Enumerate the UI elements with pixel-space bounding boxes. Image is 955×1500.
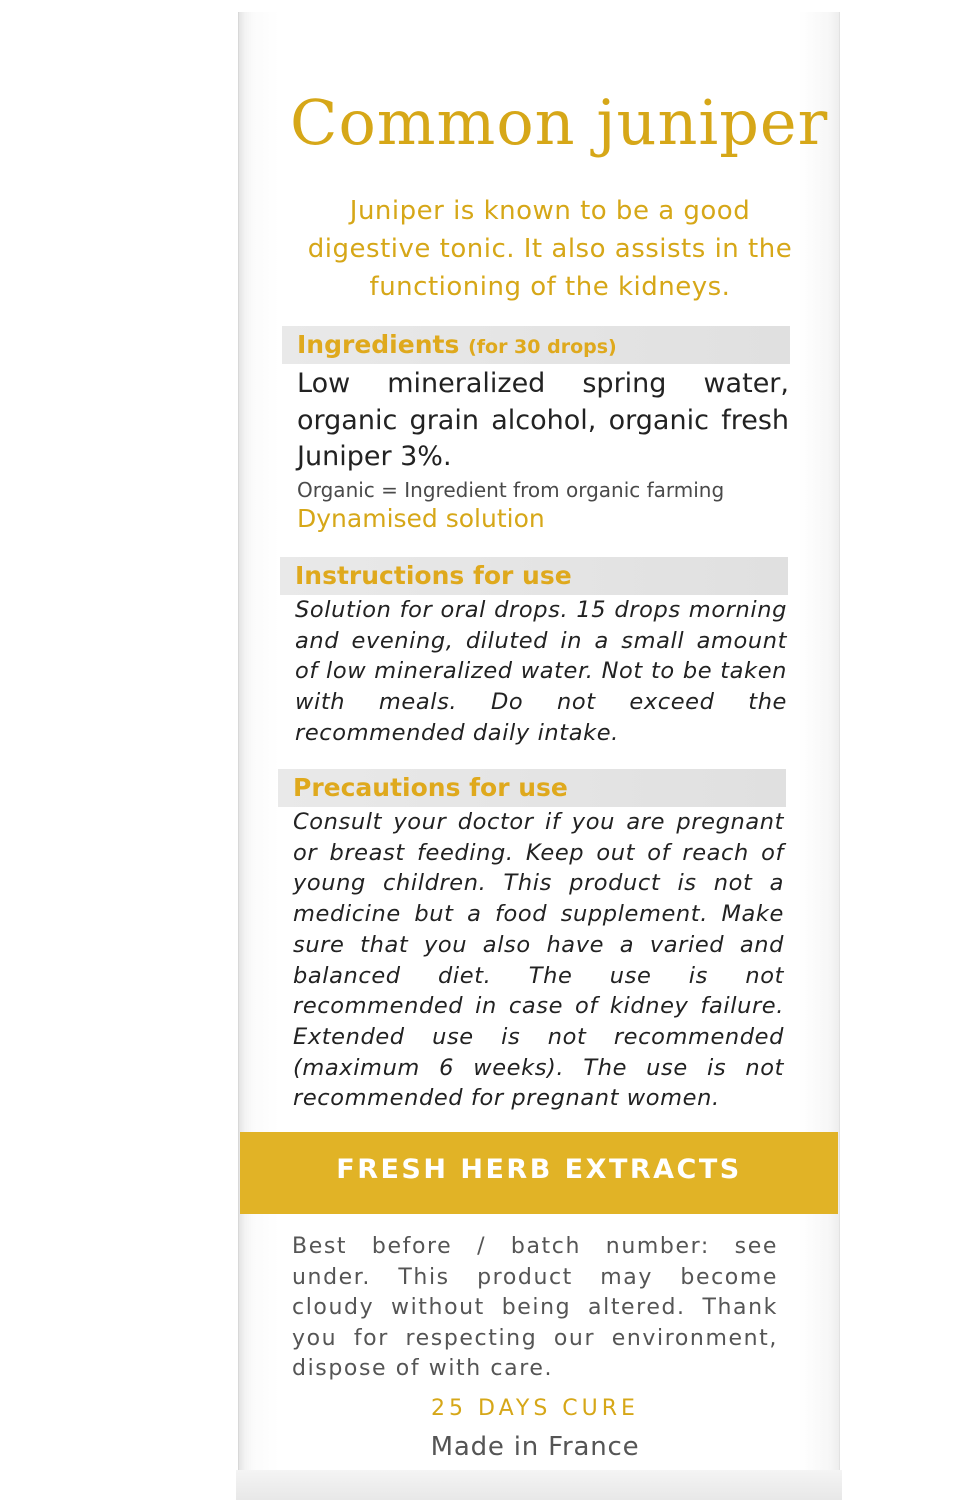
ingredients-text: Low mineralized spring water, organic grain alcohol, organic fresh Juniper 3%. — [297, 368, 789, 472]
precautions-heading: Precautions for use — [293, 773, 568, 802]
dynamised-solution: Dynamised solution — [297, 504, 545, 533]
instructions-text: Solution for oral drops. 15 drops morning and evening, diluted in a small amount of low mineralized water. Not to be taken with meals. Do not exceed the recommended daily intake. — [295, 597, 787, 746]
box-bottom-edge — [236, 1470, 842, 1500]
ingredients-heading — [297, 330, 617, 359]
cure-duration: 25 DAYS CURE — [431, 1396, 639, 1421]
made-in-label: Made in France — [430, 1432, 640, 1462]
fresh-herb-extracts-label: FRESH HERB EXTRACTS — [336, 1154, 742, 1185]
product-intro: Juniper is known to be a good digestive tonic. It also assists in the functioning of the kidneys. — [307, 196, 793, 302]
ingredients-heading-label: Ingredients — [297, 330, 460, 359]
precautions-text: Consult your doctor if you are pregnant or breast feeding. Keep out of reach of young children. This product is not a medicine but a food supplement. Make sure that you also have a varied and balanced diet. The use is not recommended in case of kidney failure. Extended use is not recommended (maximum 6 weeks). The use is not recommended for pregnant women. — [293, 809, 784, 1112]
ingredients-heading-note: (for 30 drops) — [468, 336, 617, 358]
storage-note: Best before / batch number: see under. This product may become cloudy without being altered. Thank you for respecting our environment, dispose of with care. — [292, 1234, 778, 1381]
organic-note: Organic = Ingredient from organic farming — [297, 478, 725, 502]
instructions-heading: Instructions for use — [295, 561, 572, 590]
product-title: Common juniper — [290, 86, 829, 159]
